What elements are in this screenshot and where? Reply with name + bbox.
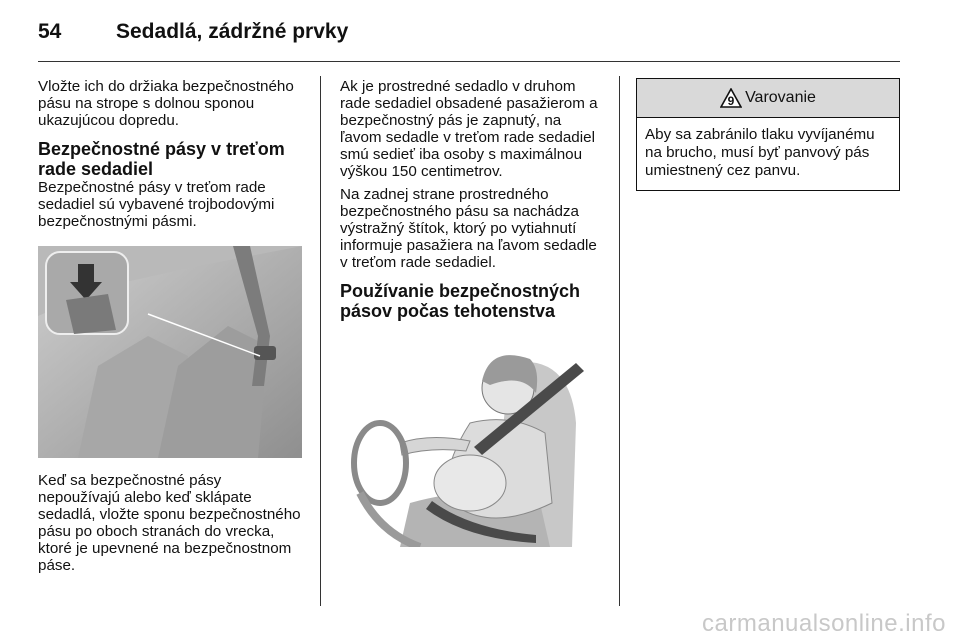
page-header [38, 14, 900, 54]
column-2 [340, 78, 602, 547]
warning-text: Aby sa zabránilo tlaku vyvíjanému na brucho, musí byť panvový pás umiestnený cez panvu. [645, 126, 875, 179]
third-row-belt-illustration [38, 246, 302, 458]
page-number: 54 [38, 20, 62, 43]
column-1 [38, 78, 304, 574]
warning-box [636, 78, 900, 191]
paragraph: Bezpečnostné pásy v treťom rade sedadiel sú vybavené trojbodovými bezpečnostnými pásmi. [38, 179, 275, 230]
warning-header [637, 79, 899, 118]
pregnancy-belt-illustration [340, 333, 602, 547]
section-heading: Používanie bezpečnostných pásov počas tehotenstva [340, 281, 581, 321]
paragraph: Na zadnej strane prostredného bezpečnostného pásu sa nachádza výstražný štítok, ktorý po vytiahnutí informuje pasažiera na ľavom sedadle v treťom rade sedadiel. [340, 186, 597, 271]
warning-title: Varovanie [745, 89, 816, 106]
warning-triangle-icon [720, 88, 742, 108]
column-divider [320, 76, 321, 606]
svg-text:9: 9 [727, 94, 735, 108]
page-title: Sedadlá, zádržné prvky [116, 20, 349, 43]
paragraph: Vložte ich do držiaka bezpečnostného pásu na strope s dolnou sponou ukazujúcou dopredu. [38, 78, 294, 129]
paragraph: Keď sa bezpečnostné pásy nepoužívajú alebo keď sklápate sedadlá, vložte sponu bezpečnostného pásu po oboch stranách do vrecka, ktoré je upevnené na bezpečnostnom páse. [38, 472, 301, 574]
column-3 [636, 78, 900, 191]
section-heading: Bezpečnostné pásy v treťom rade sedadiel [38, 139, 285, 179]
header-divider [38, 61, 900, 62]
paragraph: Ak je prostredné sedadlo v druhom rade sedadiel obsadené pasažierom a bezpečnostný pás je zapnutý, na ľavom sedadle v treťom rade sedadiel smú sedieť iba osoby s maximálnou výškou 150 centimetrov. [340, 78, 598, 180]
watermark: carmanualsonline.info [702, 610, 946, 637]
column-divider [619, 76, 620, 606]
